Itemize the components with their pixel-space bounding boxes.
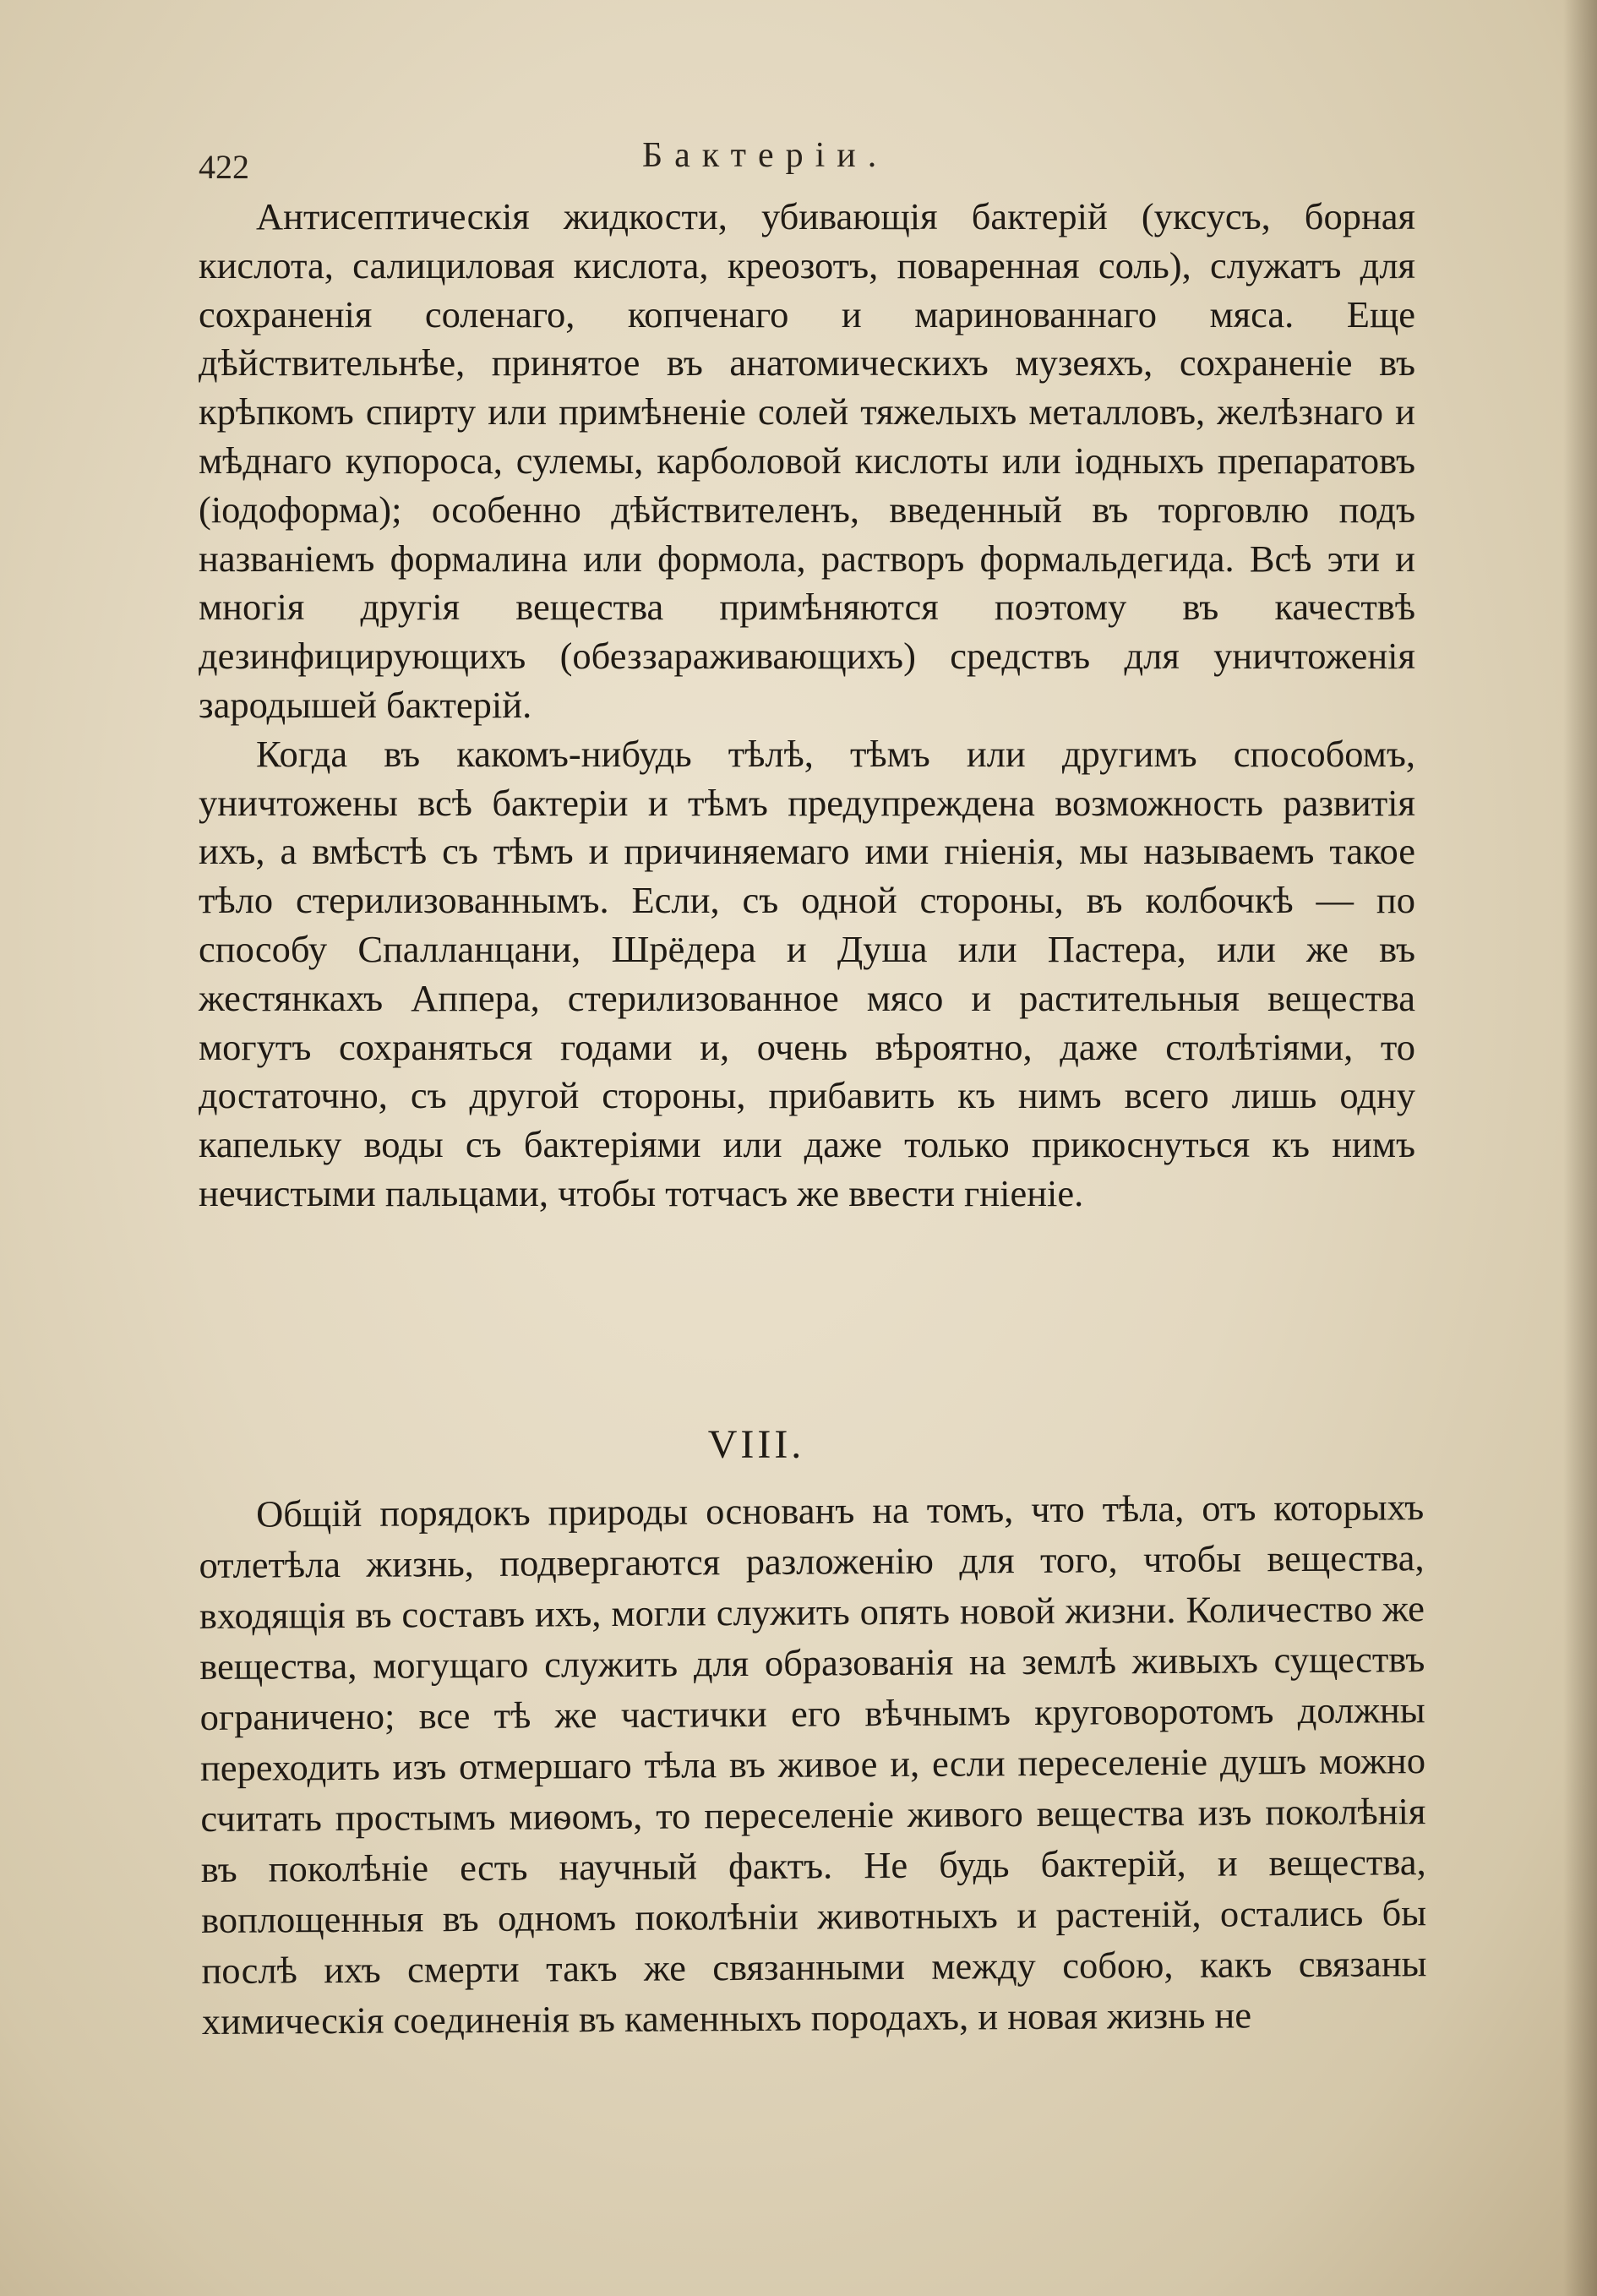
page-number: 422: [199, 148, 249, 186]
running-title: Бактеріи.: [642, 136, 889, 175]
text-block-before-section: [199, 193, 1415, 1219]
text-block-after-section: [199, 1481, 1427, 2047]
section-heading: VIII.: [707, 1422, 805, 1467]
page-header: [0, 127, 1597, 194]
page-edge-shadow: [1563, 0, 1597, 2296]
paragraph-order-of-nature: Общій порядокъ природы основанъ на томъ, что тѣла, отъ которыхъ отлетѣла жизнь, подвергаются разложенію для того, чтобы вещества, входящія въ составъ ихъ, могли служить опять новой жизни. Количество же вещества, могущаго служить для образованія на землѣ живыхъ существъ ограничено; все тѣ же частички его вѣчнымъ круговоротомъ должны переходить изъ отмершаго тѣла въ живое и, если переселеніе душъ можно считать простымъ миѳомъ, то переселеніе живого вещества изъ поколѣнія въ поколѣніе есть научный фактъ. Не будь бактерій, и вещества, воплощенныя въ одномъ поколѣніи животныхъ и растеній, остались бы послѣ ихъ смерти такъ же связанными между собою, какъ связаны химическія соединенія въ каменныхъ породахъ, и новая жизнь не: [199, 1486, 1427, 2042]
paragraph-antiseptics: Антисептическія жидкости, убивающія бактерій (уксусъ, борная кислота, салициловая кислота, креозотъ, поваренная соль), служатъ для сохраненія соленаго, копченаго и маринованнаго мяса. Еще дѣйствительнѣе, принятое въ анатомическихъ музеяхъ, сохраненіе въ крѣпкомъ спирту или примѣненіе солей тяжелыхъ металловъ, желѣзнаго и мѣднаго купороса, сулемы, карболовой кислоты или іодныхъ препаратовъ (іодоформа); особенно дѣйствителенъ, введенный въ торговлю подъ названіемъ формалина или формола, растворъ формальдегида. Всѣ эти и многія другія вещества примѣняются поэтому въ качествѣ дезинфицирующихъ (обеззараживающихъ) средствъ для уничтоженія зародышей бактерій.: [199, 195, 1415, 726]
paragraph-sterilization: Когда въ какомъ-нибудь тѣлѣ, тѣмъ или другимъ способомъ, уничтожены всѣ бактеріи и тѣмъ предупреждена возможность развитія ихъ, а вмѣстѣ съ тѣмъ и причиняемаго ими гніенія, мы называемъ такое тѣло стерилизованнымъ. Если, съ одной стороны, въ колбочкѣ — по способу Спалланцани, Шрёдера и Душа или Пастера, или же въ жестянкахъ Аппера, стерилизованное мясо и растительныя вещества могутъ сохраняться годами и, очень вѣроятно, даже столѣтіями, то достаточно, съ другой стороны, прибавить къ нимъ всего лишь одну капельку воды съ бактеріями или даже только прикоснуться къ нимъ нечистыми пальцами, чтобы тотчасъ же ввести гніеніе.: [199, 732, 1415, 1214]
